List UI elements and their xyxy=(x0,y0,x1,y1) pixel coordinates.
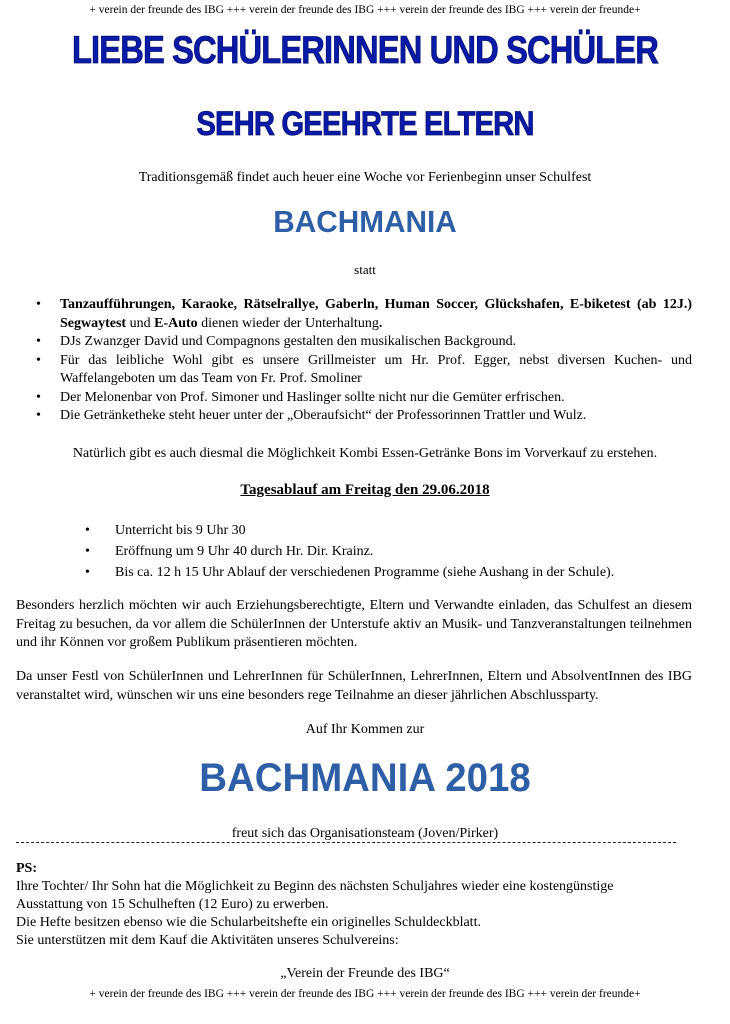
list-item xyxy=(36,389,692,408)
top-banner: + verein der freunde des IBG +++ verein der freunde des IBG +++ verein der freunde des IBG +++ verein der freunde+ xyxy=(89,4,641,16)
intro-text: Traditionsgemäß findet auch heuer eine Woche vor Ferienbeginn unser Schulfest xyxy=(138,170,592,185)
ps-line: Ausstattung von 15 Schulheften (12 Euro) zu erwerben. xyxy=(16,897,329,912)
activities-rest: dienen wieder der Unterhaltung xyxy=(197,315,379,331)
schedule-heading: Tagesablauf am Freitag den 29.06.2018 xyxy=(240,482,490,498)
dashed-divider xyxy=(16,842,676,843)
schedule-item: Unterricht bis 9 Uhr 30 xyxy=(115,523,246,538)
bullet-icon: • xyxy=(85,544,90,559)
activities-mid: und xyxy=(126,315,155,331)
activities-bold: Tanzaufführungen, Karaoke, Rätselrallye, Gaberln, Human Soccer, Glückshafen, E-biketest (ab 12J.) Segwaytest xyxy=(60,297,692,331)
bullet-icon: • xyxy=(36,297,41,312)
bullet-icon: • xyxy=(36,352,41,368)
activity-text: DJs Zwanzger David und Compagnons gestalten den musikalischen Background. xyxy=(60,334,517,349)
list-item xyxy=(36,352,692,389)
activities-bold-2: E-Auto xyxy=(154,315,198,331)
list-item xyxy=(36,296,692,333)
list-item xyxy=(85,562,715,583)
auf-ihr-kommen-text: Auf Ihr Kommen zur xyxy=(305,722,425,737)
invite-paragraph: Besonders herzlich möchten wir auch Erziehungsberechtigte, Eltern und Verwandte einladen, das Schulfest an diesem Freitag zu besuchen, da vor allem die SchülerInnen der Unterstufe aktiv an Musik- und Tanzveranstaltungen teilnehmen und ihr Können vor großem Publikum präsentieren möchten. xyxy=(16,598,692,650)
bullet-icon: • xyxy=(36,408,41,423)
schedule-item: Eröffnung um 9 Uhr 40 durch Hr. Dir. Krainz. xyxy=(115,544,374,559)
activity-text: Der Melonenbar von Prof. Simoner und Haslinger sollte nicht nur die Gemüter erfrischen. xyxy=(60,389,565,405)
event-title: BACHMANIA xyxy=(273,204,457,239)
ps-line: Die Hefte besitzen ebenso wie die Schularbeitshefte ein originelles Schuldeckblatt. xyxy=(16,915,481,930)
list-item xyxy=(85,520,715,541)
list-item xyxy=(85,541,715,562)
ps-line: Ihre Tochter/ Ihr Sohn hat die Möglichkeit zu Beginn des nächsten Schuljahres wieder eine kostengünstige xyxy=(16,879,614,894)
event-title-year: BACHMANIA 2018 xyxy=(199,756,531,800)
ps-label: PS: xyxy=(16,861,37,876)
organisers-text: freut sich das Organisationsteam (Joven/Pirker) xyxy=(231,826,499,841)
list-item xyxy=(36,333,692,352)
activities-list xyxy=(36,296,692,426)
ps-block xyxy=(16,860,706,950)
statt-text: statt xyxy=(354,262,376,277)
bons-text: Natürlich gibt es auch diesmal die Möglichkeit Kombi Essen-Getränke Bons im Vorverkauf zu erstehen. xyxy=(72,446,658,461)
ps-line: Sie unterstützen mit dem Kauf die Aktivitäten unseres Schulvereins: xyxy=(16,933,399,948)
schedule-item: Bis ca. 12 h 15 Uhr Ablauf der verschiedenen Programme (siehe Aushang in der Schule). xyxy=(115,565,615,580)
bullet-icon: • xyxy=(85,523,90,538)
headline-students: LIEBE SCHÜLERINNEN UND SCHÜLER xyxy=(71,29,659,73)
bullet-icon: • xyxy=(36,334,41,349)
activity-text: Für das leibliche Wohl gibt es unsere Grillmeister um Hr. Prof. Egger, nebst diversen Kuchen- und Waffelangeboten um das Team von Fr. Prof. Smoliner xyxy=(60,352,692,386)
list-item xyxy=(36,407,692,426)
festl-paragraph: Da unser Festl von SchülerInnen und LehrerInnen für SchülerInnen, LehrerInnen, Eltern und AbsolventInnen des IBG veranstaltet wird, wünschen wir uns eine besonders rege Teilnahme an dieser jährlichen Abschlussparty. xyxy=(16,669,692,703)
bottom-banner: + verein der freunde des IBG +++ verein der freunde des IBG +++ verein der freunde des IBG +++ verein der freunde+ xyxy=(89,988,641,1000)
activity-text: Die Getränketheke steht heuer unter der „Oberaufsicht“ der Professorinnen Trattler und Wulz. xyxy=(60,408,587,423)
bullet-icon: • xyxy=(36,389,41,405)
schedule-list xyxy=(85,520,715,583)
activities-end: . xyxy=(378,315,383,331)
headline-parents: SEHR GEEHRTE ELTERN xyxy=(196,105,534,143)
bullet-icon: • xyxy=(85,565,90,580)
verein-quote: „Verein der Freunde des IBG“ xyxy=(280,966,450,981)
